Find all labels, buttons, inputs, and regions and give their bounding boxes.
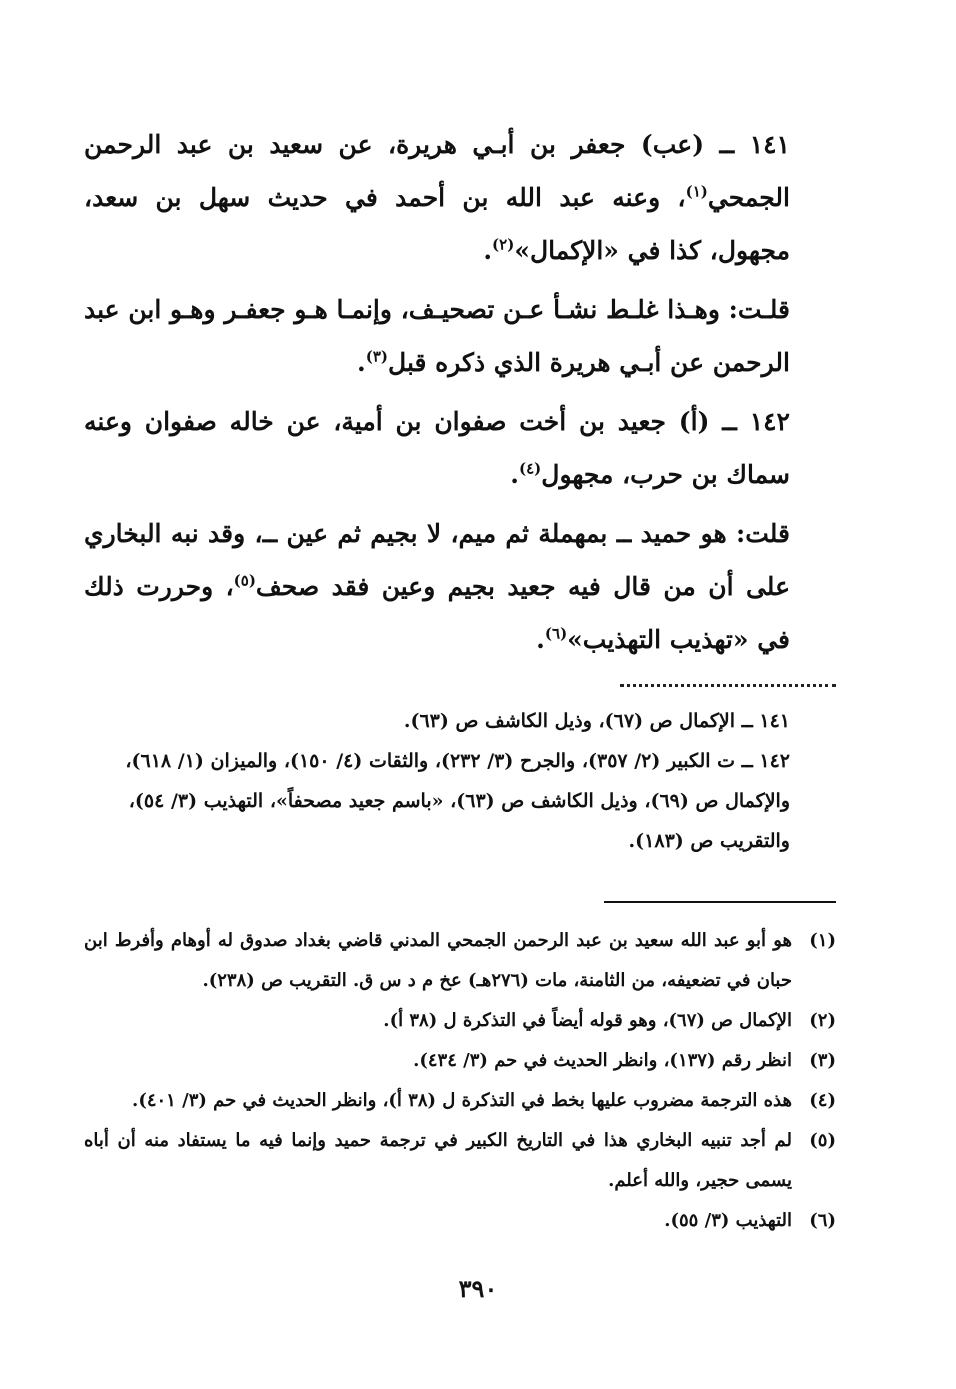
entry-142-comment — [84, 507, 836, 666]
footnote-text: لم أجد تنبيه البخاري هذا في التاريخ الكبير في ترجمة حميد وإنما فيه ما يستفاد منه أن أباه يسمى حجير، والله أعلم. — [84, 1130, 792, 1191]
entry-141-comment — [84, 283, 836, 389]
footnote-text: التهذيب (٣/ ٥٥). — [664, 1210, 792, 1231]
footnote-2 — [84, 1001, 836, 1041]
footnote-number: (١) — [809, 930, 836, 951]
footnote-number: (٢) — [809, 1010, 836, 1031]
footnote-5 — [84, 1121, 836, 1201]
footnote-6 — [84, 1201, 836, 1241]
footnote-ref-3: (٣) — [365, 347, 389, 366]
entry-141-comment-text: قلـت: وهـذا غلـط نشـأ عـن تصحيـف، وإنمـا هـو جعفـر وهـو ابن عبد الرحمن عن أبـي هريرة الذي ذكره قبل — [84, 295, 790, 377]
footnote-text: انظر رقم (١٣٧)، وانظر الحديث في حم (٣/ ٤٣٤). — [413, 1050, 792, 1071]
sources-block — [84, 701, 836, 861]
footnote-rule — [604, 901, 836, 903]
sources-divider — [620, 684, 836, 691]
footnote-number: (٦) — [809, 1210, 836, 1231]
footnote-1 — [84, 921, 836, 1001]
main-text — [84, 118, 836, 666]
page-number: ٣٩٠ — [458, 1274, 498, 1303]
entry-141-comment-end: . — [357, 348, 366, 377]
entry-142-text: ١٤٢ ــ (أ) جعيد بن أخت صفوان بن أمية، عن خاله صفوان وعنه سماك بن حرب، مجهول — [84, 407, 790, 489]
entry-142-comment-text: قلت: هو حميد ــ بمهملة ثم ميم، لا بجيم ثم عين ــ، وقد نبه البخاري على أن من قال فيه جعيد بجيم وعين فقد صحف — [84, 519, 790, 601]
footnote-4 — [84, 1081, 836, 1121]
footnotes — [84, 921, 836, 1241]
footnote-ref-5: (٥) — [233, 571, 256, 590]
footnote-text: الإكمال ص (٦٧)، وهو قوله أيضاً في التذكرة ل (٣٨ أ). — [383, 1010, 792, 1031]
footnote-number: (٤) — [809, 1090, 836, 1111]
footnote-number: (٥) — [809, 1130, 836, 1151]
entry-141 — [84, 118, 836, 277]
entry-142-comment-cont: ، وحررت ذلك في «تهذيب التهذيب» — [84, 572, 790, 654]
source-141: ١٤١ ــ الإكمال ص (٦٧)، وذيل الكاشف ص (٦٣). — [403, 710, 790, 732]
footnote-number: (٣) — [809, 1050, 836, 1071]
footnote-ref-6: (٦) — [544, 624, 568, 643]
footnote-ref-2: (٢) — [492, 235, 515, 254]
footnote-ref-1: (١) — [685, 182, 708, 201]
footnote-ref-4: (٤) — [519, 459, 542, 478]
entry-142 — [84, 395, 836, 501]
entry-142-comment-end: . — [536, 625, 545, 654]
book-page — [84, 118, 836, 1389]
footnote-text: هو أبو عبد الله سعيد بن عبد الرحمن الجمحي المدني قاضي بغداد صدوق له أوهام وأفرط ابن حبان في تضعيفه، من الثامنة، مات (٢٧٦هـ) عخ م د س ق. التقريب ص (٢٣٨). — [84, 930, 792, 991]
entry-141-text-cont: ، وعنه عبد الله بن أحمد في حديث سهل بن سعد، مجهول، كذا في «الإكمال» — [84, 183, 790, 265]
entry-141-text: ١٤١ ــ (عب) جعفر بن أبـي هريرة، عن سعيد بن عبد الرحمن الجمحي — [84, 130, 790, 212]
entry-141-end: . — [483, 236, 493, 265]
footnote-3 — [84, 1041, 836, 1081]
footnote-text: هذه الترجمة مضروب عليها بخط في التذكرة ل (٣٨ أ)، وانظر الحديث في حم (٣/ ٤٠١). — [132, 1090, 792, 1111]
entry-142-end: . — [510, 460, 519, 489]
source-142: ١٤٢ ــ ت الكبير (٢/ ٣٥٧)، والجرح (٣/ ٢٣٢)، والثقات (٤/ ١٥٠)، والميزان (١/ ٦١٨)، والإكمال ص (٦٩)، وذيل الكاشف ص (٦٣)، «باسم جعيد مصحفاً»، التهذيب (٣/ ٥٤)، والتقريب ص (١٨٣). — [125, 750, 790, 852]
